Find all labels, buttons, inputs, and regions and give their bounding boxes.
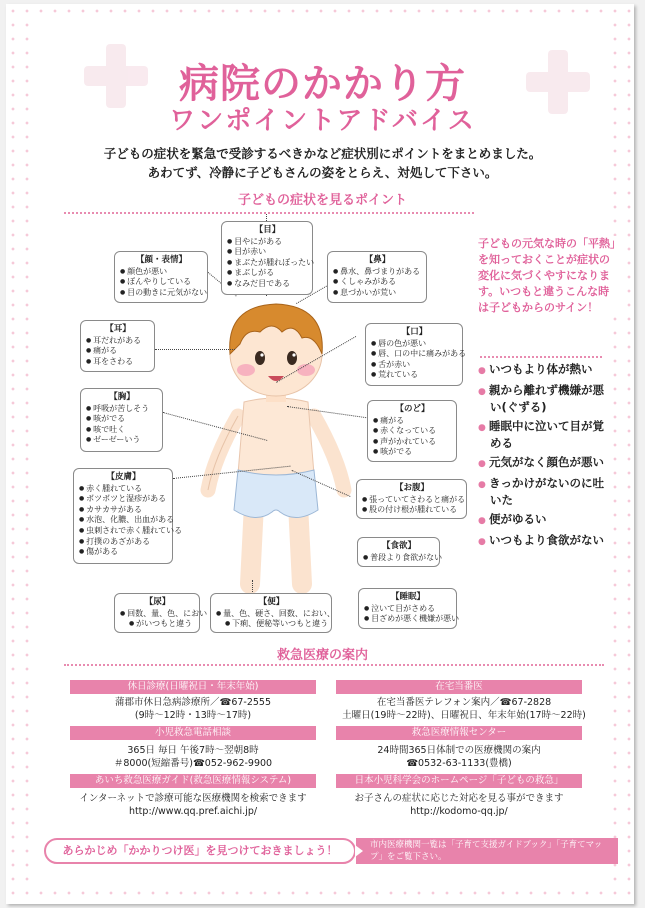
box-item: ● がいつもと違う <box>120 619 195 630</box>
box-item: ● 傷がある <box>79 547 168 558</box>
warning-sign-item: ● 元気がなく顔色が悪い <box>478 455 608 472</box>
appetite-box <box>357 537 443 567</box>
box-title: 【耳】 <box>105 324 131 334</box>
child-phone-header: 小児救急電話相談 <box>70 726 316 740</box>
box-item: ● 舌が赤い <box>371 360 458 371</box>
box-item: ● 呼吸が苦しそう <box>86 404 158 415</box>
aichi-guide-url[interactable]: http://www.qq.pref.aichi.jp/ <box>128 806 258 817</box>
box-item: ● 声がかれている <box>373 437 452 448</box>
box-title: 【便】 <box>258 597 285 607</box>
box-item: ● 張っていてさわると痛がる <box>362 495 462 506</box>
box-title: 【胸】 <box>109 392 135 402</box>
box-item: ● 咳がでる <box>86 414 158 425</box>
stool-box <box>210 593 335 633</box>
info-line: 蒲郡市休日急病診療所／☎67-2555 <box>114 697 272 708</box>
box-item: ● 痛がる <box>86 346 150 357</box>
box-item: ● 赤く腫れている <box>79 484 168 495</box>
info-center-header: 救急医療情報センター <box>336 726 582 740</box>
holiday-clinic-info <box>60 696 326 722</box>
warning-sign-item: ● 親から離れず機嫌が悪い(ぐずる) <box>478 383 608 415</box>
box-item: ● 普段より食欲がない <box>363 553 435 564</box>
box-item: ● 鼻水、鼻づまりがある <box>333 267 422 278</box>
box-item: ● 痛がる <box>373 416 452 427</box>
skin-box <box>73 468 183 564</box>
box-title: 【のど】 <box>395 404 430 414</box>
belly-box <box>356 479 467 519</box>
child-illustration <box>196 298 356 598</box>
box-item: ● 目の動きに元気がない <box>120 288 203 299</box>
ear-box <box>80 320 155 372</box>
box-item: ● 咳で吐く <box>86 425 158 436</box>
box-item: ● 泣いて目がさめる <box>364 604 452 615</box>
info-line: (9時～12時・13時～17時) <box>134 710 252 721</box>
urine-box <box>114 593 208 633</box>
box-item: ● ゼーゼーいう <box>86 435 158 446</box>
mouth-box <box>365 323 467 386</box>
nose-box <box>327 251 427 303</box>
box-item: ● まぶたが腫れぼったい <box>227 258 308 269</box>
box-item: ● 唇の色が悪い <box>371 339 458 350</box>
emergency-section-title: 救急医療の案内 <box>276 648 368 663</box>
intro-line: あわてず、冷静に子どもさんの姿をとらえ、対処して下さい。 <box>147 165 498 180</box>
info-line: ☎0532-63-1133(豊橋) <box>406 758 512 769</box>
guidebook-note: 市内医療機関一覧は「子育て支援ガイドブック」「子育てマップ」をご覧下さい。 <box>356 838 618 864</box>
box-item: ● 目ざめが悪く機嫌が悪い <box>364 614 452 625</box>
info-line: インターネットで診療可能な医療機関を検索できます <box>79 793 307 804</box>
section-divider <box>64 212 474 214</box>
jps-url[interactable]: http://kodomo-qq.jp/ <box>410 806 508 817</box>
warning-sign-item: ● 睡眠中に泣いて目が覚める <box>478 419 608 451</box>
box-item: ● 耳だれがある <box>86 336 150 347</box>
box-item: ● 股の付け根が腫れている <box>362 505 462 516</box>
box-item: ● 打撲のあざがある <box>79 537 168 548</box>
box-item: ● 赤くなっている <box>373 426 452 437</box>
warning-sign-item: ● いつもより食欲がない <box>478 533 608 550</box>
box-item: ● くしゃみがある <box>333 277 422 288</box>
jps-header: 日本小児科学会のホームページ「子どもの救急」 <box>336 774 582 788</box>
box-item: ● まぶしがる <box>227 268 308 279</box>
info-line: 在宅当番医テレフォン案内／☎67-2828 <box>376 697 552 708</box>
box-item: ● 唇、口の中に痛みがある <box>371 349 458 360</box>
jps-info <box>326 792 592 818</box>
warning-sign-item: ● 便がゆるい <box>478 512 608 529</box>
info-line: 土曜日(19時～22時)、日曜祝日、年末年始(17時～22時) <box>342 710 586 721</box>
holiday-clinic-header: 休日診療(日曜祝日・年末年始) <box>70 680 316 694</box>
box-item: ● 顔色が悪い <box>120 267 203 278</box>
box-item: ● ボツボツと湿疹がある <box>79 494 168 505</box>
symptoms-section-title: 子どもの症状を見るポイント <box>237 193 407 208</box>
warning-signs-list <box>478 362 608 554</box>
box-title: 【お腹】 <box>394 483 429 493</box>
box-item: ● 水泡、化膿、出血がある <box>79 515 168 526</box>
info-line: 365日 毎日 午後7時～翌朝8時 <box>127 745 259 756</box>
home-doctor-header: 在宅当番医 <box>336 680 582 694</box>
aichi-guide-header: あいち救急医療ガイド(救急医療情報システム) <box>70 774 316 788</box>
box-title: 【顔・表情】 <box>135 255 187 265</box>
warning-sign-item: ● いつもより体が熱い <box>478 362 608 379</box>
box-item: ● カサカサがある <box>79 505 168 516</box>
box-title: 【目】 <box>254 225 281 235</box>
side-divider <box>480 356 602 358</box>
box-item: ● 回数、量、色、におい <box>120 609 195 620</box>
box-title: 【睡眠】 <box>390 592 425 602</box>
leader-line <box>155 349 235 350</box>
box-item: ● 荒れている <box>371 370 458 381</box>
box-title: 【口】 <box>401 327 428 337</box>
intro-line: 子どもの症状を緊急で受診するべきかなど症状別にポイントをまとめました。 <box>103 146 542 161</box>
box-item: ● 咳がでる <box>373 447 452 458</box>
box-title: 【鼻】 <box>364 255 391 265</box>
info-line: お子さんの症状に応じた対応を見る事ができます <box>354 793 564 804</box>
intro-text <box>0 144 645 182</box>
info-line: 24時間365日体制での医療機関の案内 <box>377 745 541 756</box>
box-item: ● ぼんやりしている <box>120 277 203 288</box>
normal-temperature-note: 子どもの元気な時の「平熱」を知っておくことが症状の変化に気づくやすになります。いつもと違うこんな時は子どもからのサイン！ <box>478 236 618 316</box>
chest-box <box>80 388 163 452</box>
box-item: ● 量、色、硬さ、回数、におい、 <box>216 609 327 620</box>
child-phone-info <box>60 744 326 770</box>
box-item: ● 虫刺されで赤く腫れている <box>79 526 168 537</box>
box-title: 【皮膚】 <box>106 472 141 482</box>
throat-box <box>367 400 457 462</box>
family-doctor-banner: あらかじめ「かかりつけ医」を見つけておきましょう！ <box>44 838 356 864</box>
section-divider <box>64 664 604 666</box>
box-item: ● なみだ目である <box>227 279 308 290</box>
box-item: ● 目が赤い <box>227 247 308 258</box>
info-line: ＃8000(短縮番号)☎052-962-9900 <box>113 758 273 769</box>
sleep-box <box>358 588 460 629</box>
box-item: ● 耳をさわる <box>86 357 150 368</box>
info-center-info <box>326 744 592 770</box>
eye-box <box>221 221 313 295</box>
home-doctor-info <box>326 696 602 722</box>
page-subtitle: ワンポイントアドバイス <box>169 106 476 136</box>
page-title: 病院のかかり方 <box>179 61 466 107</box>
warning-sign-item: ● きっかけがないのに吐いた <box>478 476 608 508</box>
box-item: ● 下痢、便秘等いつもと違う <box>216 619 327 630</box>
face-box <box>114 251 208 303</box>
aichi-guide-info <box>56 792 330 818</box>
box-item: ● 目やにがある <box>227 237 308 248</box>
box-title: 【尿】 <box>144 597 171 607</box>
box-item: ● 息づかいが荒い <box>333 288 422 299</box>
box-title: 【食欲】 <box>381 541 416 551</box>
